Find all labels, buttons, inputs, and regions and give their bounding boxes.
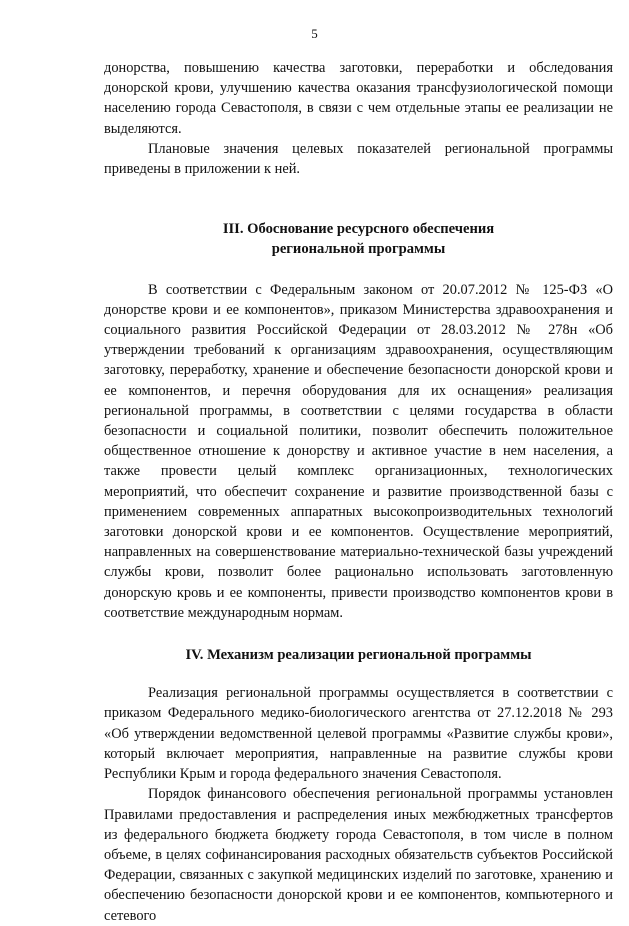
intro-paragraph-targets: Плановые значения целевых показателей региональной программы приведены в приложении к ней. <box>104 140 613 178</box>
section-3-heading-line-1: III. Обоснование ресурсного обеспечения <box>222 221 495 238</box>
section-3-paragraph: В соответствии с Федеральным законом от 20.07.2012 № 125-ФЗ «О донорстве крови и ее компонентов», приказом Министерства здравоохранения и социального развития Российской Федерации от 28.03.2012 № 278н «Об утверждении требований к организациям здравоохранения, осуществляющим заготовку, переработку, хранение и обеспечение безопасности донорской крови и ее компонентов, и перечня оборудования для их оснащения» реализация региональной программы, в соответствии с целями государства в области безопасности и социальной политики, позволит обеспечить положительное общественное отношение к донорству и активное участие в нем населения, а также провести целый комплекс организационных, технологических мероприятий, что обеспечит сохранение и развитие производственной базы с применением современных аппаратных высокопроизводительных технологий заготовки донорской крови и ее компонентов. Осуществление мероприятий, направленных на совершенствование материально-технической базы учреждений службы крови, позволит более рационально использовать заготовленную донорскую кровь и ее компоненты, привести производство компонентов крови в соответствие международным нормам. <box>104 281 613 621</box>
document-body <box>104 58 613 926</box>
section-4-heading: IV. Механизм реализации региональной программы <box>185 647 532 664</box>
section-3-heading-line-2: региональной программы <box>271 241 446 258</box>
page-number: 5 <box>311 26 318 41</box>
intro-paragraph-continued: донорства, повышению качества заготовки, переработки и обследования донорской крови, улучшению качества оказания трансфузиологической помощи населению города Севастополя, в связи с чем отдельные этапы ее реализации не выделяются. <box>104 60 613 137</box>
section-4-paragraph-2: Порядок финансового обеспечения региональной программы установлен Правилами предоставления и распределения иных межбюджетных трансфертов из федерального бюджета бюджету города Севастополя, в том числе в полном объеме, в целях софинансирования расходных обязательств субъектов Российской Федерации, связанных с закупкой медицинских изделий по заготовке, хранению и обеспечению безопасности донорской крови и ее компонентов, компьютерного и сетевого <box>104 786 613 924</box>
section-4-paragraph-1: Реализация региональной программы осуществляется в соответствии с приказом Федерального медико-биологического агентства от 27.12.2018 № 293 «Об утверждении ведомственной целевой программы «Развитие службы крови», который включает мероприятия, направленные на развитие службы крови Республики Крым и города федерального значения Севастополя. <box>104 685 613 783</box>
